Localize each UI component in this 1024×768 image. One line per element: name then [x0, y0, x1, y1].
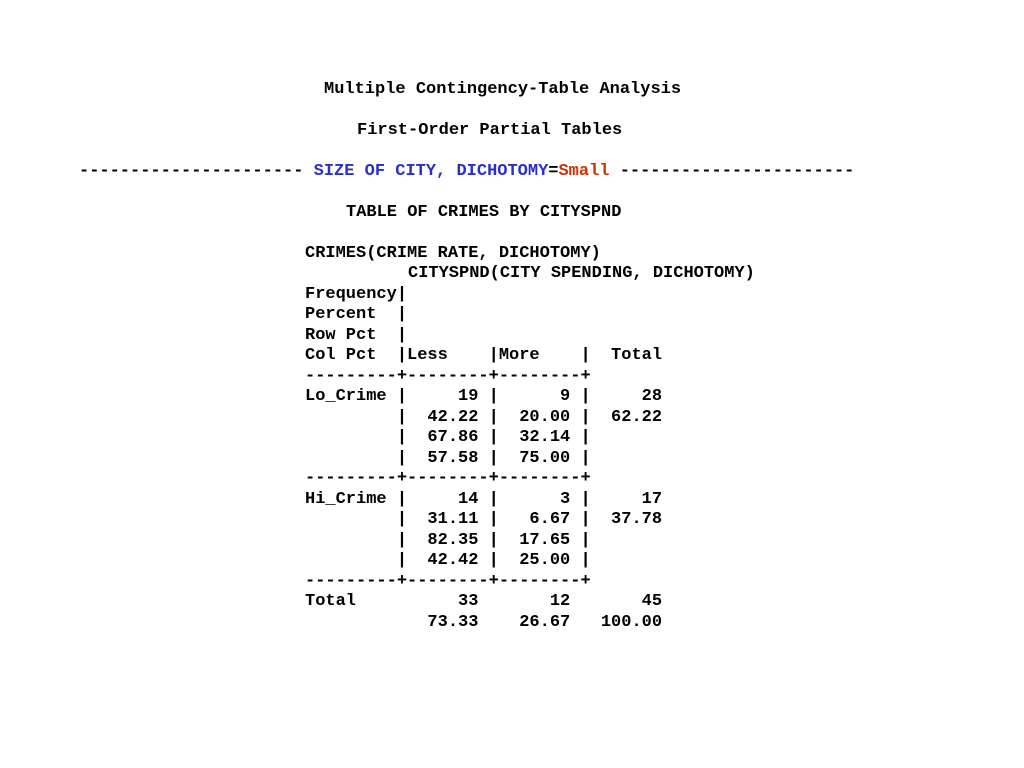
- by-variable-value: Small: [558, 162, 610, 181]
- row-variable-label: CRIMES(CRIME RATE, DICHOTOMY): [305, 244, 601, 263]
- table-row-hi-crime-percent: | 31.11 | 6.67 | 37.78: [305, 510, 663, 529]
- table-separator: ---------+--------+--------+: [305, 572, 591, 591]
- table-row-lo-crime-row-pct: | 67.86 | 32.14 |: [305, 428, 591, 447]
- table-row-lo-crime-frequency: Lo_Crime | 19 | 9 | 28: [305, 387, 663, 406]
- table-row-hi-crime-col-pct: | 42.42 | 25.00 |: [305, 551, 591, 570]
- key-frequency: Frequency|: [305, 285, 408, 304]
- report-subtitle: First-Order Partial Tables: [357, 121, 623, 140]
- by-group-line: [79, 162, 854, 182]
- table-row-lo-crime-percent: | 42.22 | 20.00 | 62.22: [305, 408, 663, 427]
- key-percent: Percent |: [305, 305, 408, 324]
- table-separator: ---------+--------+--------+: [305, 469, 591, 488]
- table-separator: ---------+--------+--------+: [305, 367, 591, 386]
- table-title: TABLE OF CRIMES BY CITYSPND: [346, 203, 622, 222]
- by-equals-sign: =: [548, 162, 559, 181]
- table-total-frequency: Total 33 12 45: [305, 592, 663, 611]
- by-variable-label: SIZE OF CITY, DICHOTOMY: [313, 162, 549, 181]
- column-variable-label: CITYSPND(CITY SPENDING, DICHOTOMY): [408, 264, 755, 283]
- key-row-pct: Row Pct |: [305, 326, 408, 345]
- report-title: Multiple Contingency-Table Analysis: [324, 80, 682, 99]
- key-col-pct-header: Col Pct |Less |More | Total: [305, 346, 663, 365]
- table-row-hi-crime-frequency: Hi_Crime | 14 | 3 | 17: [305, 490, 663, 509]
- table-row-hi-crime-row-pct: | 82.35 | 17.65 |: [305, 531, 591, 550]
- table-total-percent: 73.33 26.67 100.00: [305, 613, 663, 632]
- by-line-left-rule: ----------------------: [79, 162, 304, 181]
- by-line-right-rule: -----------------------: [619, 162, 855, 181]
- table-row-lo-crime-col-pct: | 57.58 | 75.00 |: [305, 449, 591, 468]
